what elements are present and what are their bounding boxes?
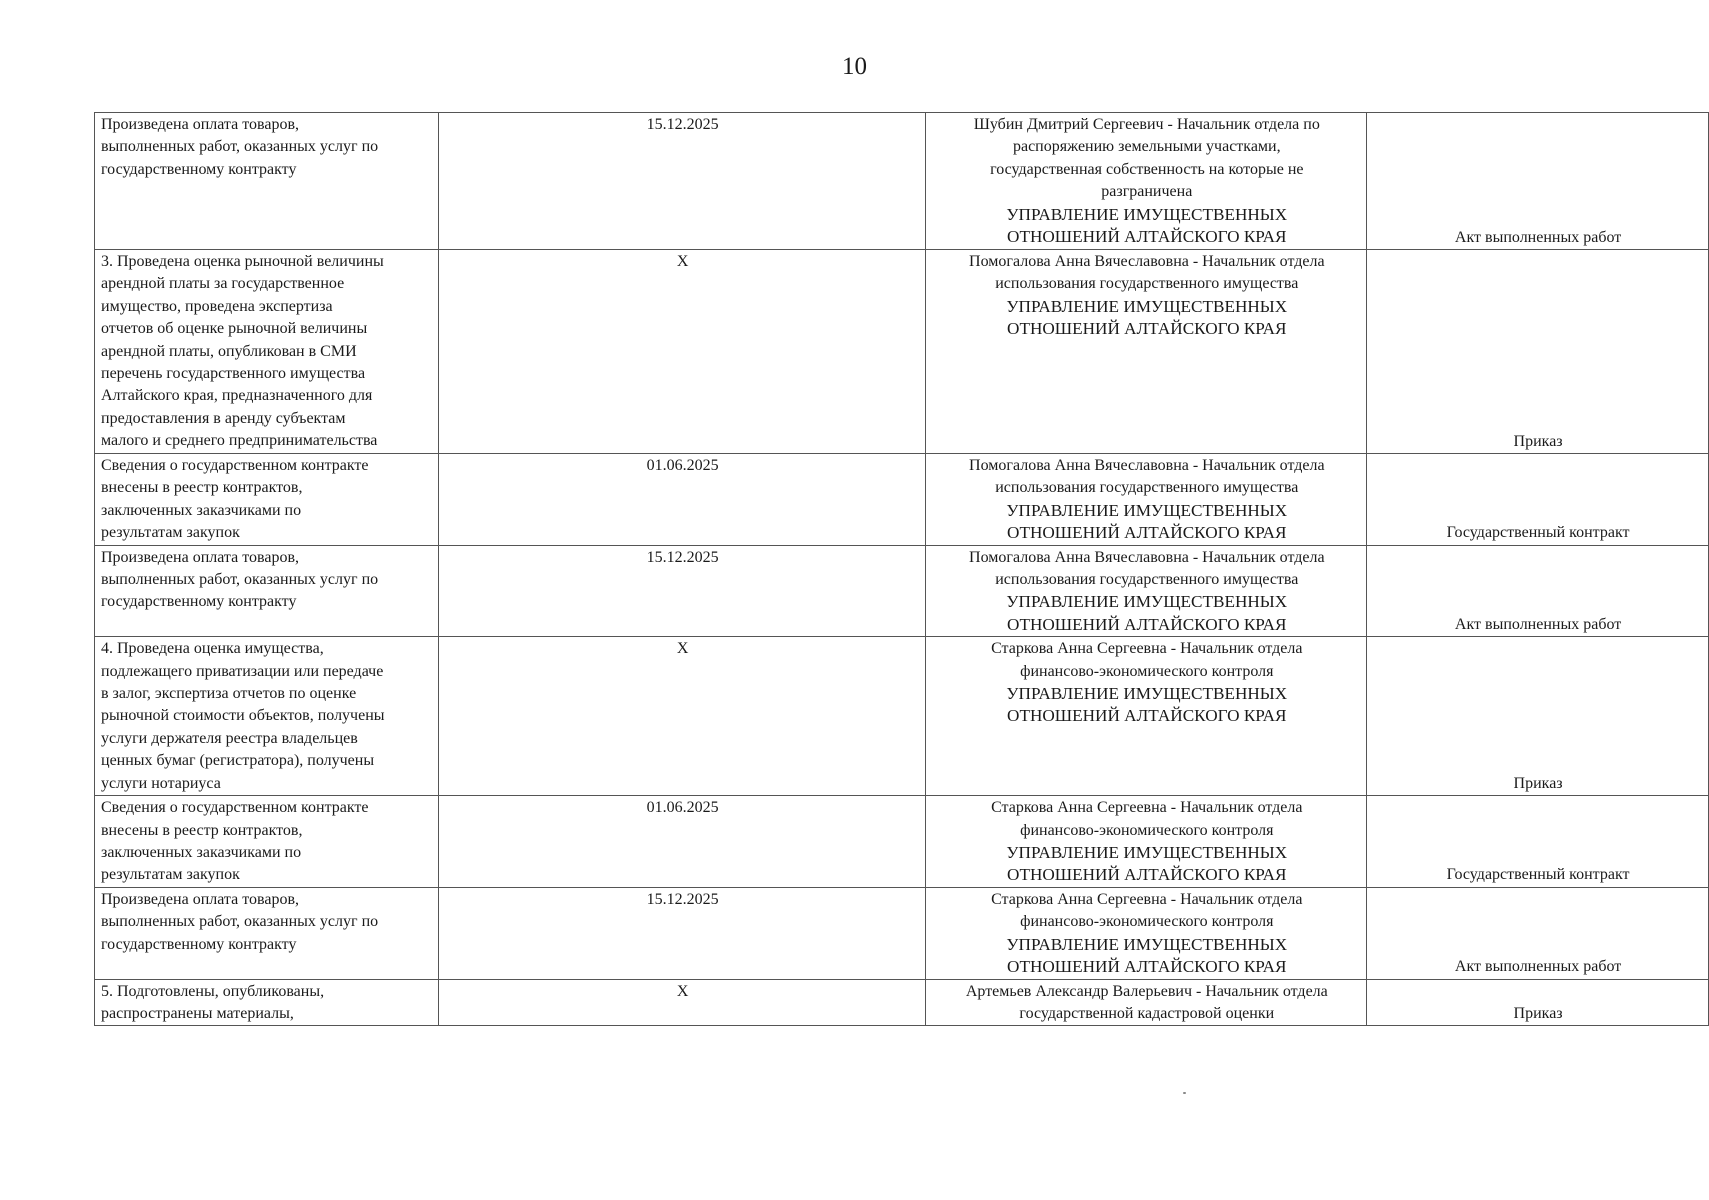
table-row (95, 545, 1709, 637)
event-cell: Сведения о государственном контракте внесены в реестр контрактов, заключенных заказчиками по результатам закупок (95, 454, 439, 546)
document-cell: Приказ (1367, 979, 1709, 1026)
plan-table (94, 112, 1709, 1026)
table-row (95, 887, 1709, 979)
responsible-person: Старкова Анна Сергеевна - Начальник отдела финансово-экономического контроля (991, 640, 1303, 680)
table-row (95, 250, 1709, 454)
responsible-person: Помогалова Анна Вячеславовна - Начальник отдела использования государственного имущества (969, 253, 1325, 293)
table-row (95, 637, 1709, 796)
scan-speck (1183, 1092, 1186, 1094)
table-row (95, 979, 1709, 1026)
document-cell: Государственный контракт (1367, 796, 1709, 888)
organization-name: УПРАВЛЕНИЕ ИМУЩЕСТВЕННЫХ ОТНОШЕНИЙ АЛТАЙСКОГО КРАЯ (1006, 500, 1288, 543)
event-cell: 5. Подготовлены, опубликованы, распространены материалы, (95, 979, 439, 1026)
document-cell: Акт выполненных работ (1367, 887, 1709, 979)
responsible-cell (926, 545, 1367, 637)
organization-name: УПРАВЛЕНИЕ ИМУЩЕСТВЕННЫХ ОТНОШЕНИЙ АЛТАЙСКОГО КРАЯ (1006, 592, 1288, 634)
table-row (95, 454, 1709, 546)
responsible-cell (926, 887, 1367, 979)
responsible-cell (926, 454, 1367, 546)
responsible-person: Помогалова Анна Вячеславовна - Начальник отдела использования государственного имущества (969, 548, 1325, 589)
date-cell: 01.06.2025 (438, 454, 926, 546)
table-row (95, 796, 1709, 888)
event-cell: Произведена оплата товаров, выполненных работ, оказанных услуг по государственному контракту (95, 887, 439, 979)
responsible-cell (926, 979, 1367, 1026)
organization-name: УПРАВЛЕНИЕ ИМУЩЕСТВЕННЫХ ОТНОШЕНИЙ АЛТАЙСКОГО КРАЯ (1006, 934, 1288, 977)
organization-name: УПРАВЛЕНИЕ ИМУЩЕСТВЕННЫХ ОТНОШЕНИЙ АЛТАЙСКОГО КРАЯ (1006, 296, 1288, 339)
organization-name: УПРАВЛЕНИЕ ИМУЩЕСТВЕННЫХ ОТНОШЕНИЙ АЛТАЙСКОГО КРАЯ (1006, 204, 1288, 247)
event-cell: 4. Проведена оценка имущества, подлежащего приватизации или передаче в залог, экспертиза отчетов по оценке рыночной стоимости объектов, получены услуги держателя реестра владельцев ценных бумаг (регистратора), получены услуги нотариуса (95, 637, 439, 796)
date-cell: X (438, 637, 926, 796)
event-cell: 3. Проведена оценка рыночной величины арендной платы за государственное имущество, проведена экспертиза отчетов об оценке рыночной величины арендной платы, опубликован в СМИ перечень государственного имущества Алтайского края, предназначенного для предоставления в аренду субъектам малого и среднего предпринимательства (95, 250, 439, 454)
responsible-person: Шубин Дмитрий Сергеевич - Начальник отдела по распоряжению земельными участками, государственная собственность на которые не разграничена (973, 116, 1320, 201)
event-cell: Произведена оплата товаров, выполненных работ, оказанных услуг по государственному контракту (95, 113, 439, 250)
date-cell: 01.06.2025 (438, 796, 926, 888)
document-cell: Государственный контракт (1367, 454, 1709, 546)
responsible-cell (926, 796, 1367, 888)
event-cell: Произведена оплата товаров, выполненных работ, оказанных услуг по государственному контракту (95, 545, 439, 637)
organization-name: УПРАВЛЕНИЕ ИМУЩЕСТВЕННЫХ ОТНОШЕНИЙ АЛТАЙСКОГО КРАЯ (1006, 843, 1288, 885)
responsible-person: Старкова Анна Сергеевна - Начальник отдела финансово-экономического контроля (991, 890, 1303, 931)
page-number: 10 (842, 53, 867, 80)
date-cell: X (438, 250, 926, 454)
date-cell: 15.12.2025 (438, 887, 926, 979)
responsible-cell (926, 637, 1367, 796)
document-cell: Акт выполненных работ (1367, 545, 1709, 637)
date-cell: 15.12.2025 (438, 545, 926, 637)
responsible-person: Помогалова Анна Вячеславовна - Начальник отдела использования государственного имущества (969, 457, 1325, 497)
responsible-person: Старкова Анна Сергеевна - Начальник отдела финансово-экономического контроля (991, 799, 1303, 839)
responsible-cell (926, 113, 1367, 250)
document-cell: Акт выполненных работ (1367, 113, 1709, 250)
event-cell: Сведения о государственном контракте внесены в реестр контрактов, заключенных заказчиками по результатам закупок (95, 796, 439, 888)
document-cell: Приказ (1367, 637, 1709, 796)
responsible-cell (926, 250, 1367, 454)
organization-name: УПРАВЛЕНИЕ ИМУЩЕСТВЕННЫХ ОТНОШЕНИЙ АЛТАЙСКОГО КРАЯ (1006, 684, 1288, 726)
table-row (95, 113, 1709, 250)
date-cell: X (438, 979, 926, 1026)
document-cell: Приказ (1367, 250, 1709, 454)
date-cell: 15.12.2025 (438, 113, 926, 250)
responsible-person: Артемьев Александр Валерьевич - Начальник отдела государственной кадастровой оценки (965, 982, 1328, 1022)
